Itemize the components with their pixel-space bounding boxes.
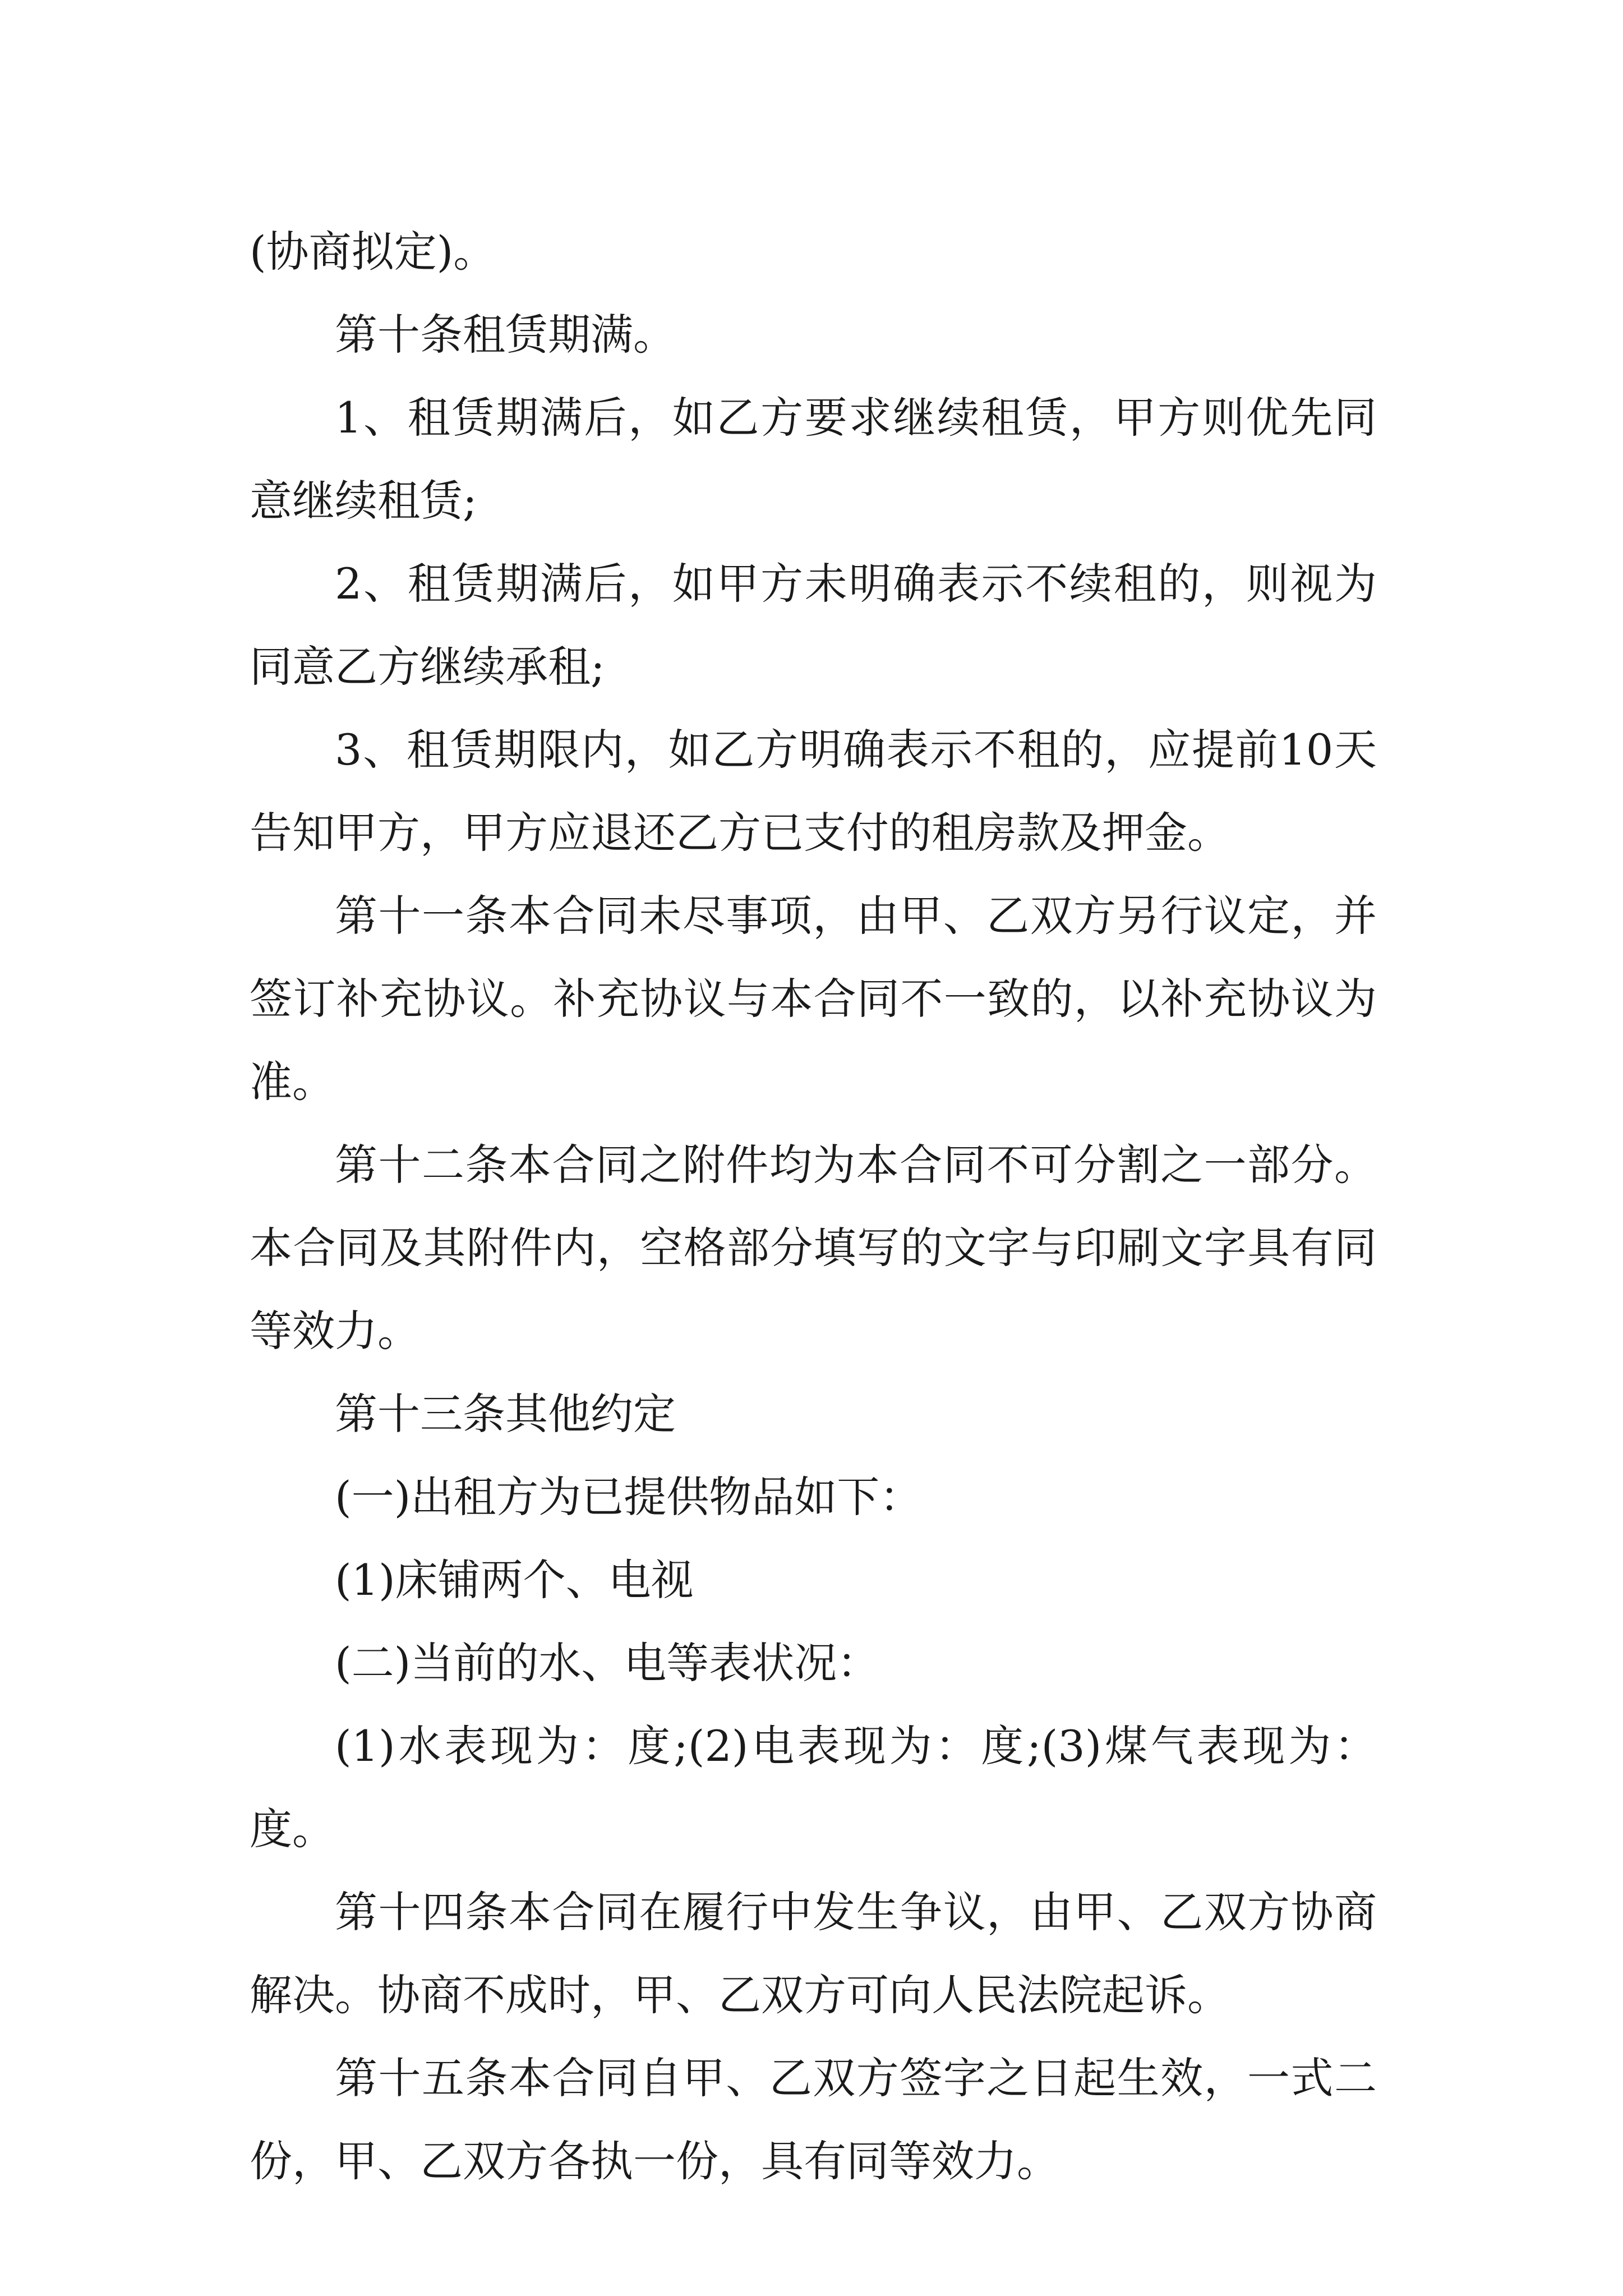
article-10-item-1: 1、租赁期满后，如乙方要求继续租赁，甲方则优先同意继续租赁;	[250, 393, 1377, 526]
article-10-heading: 第十条租赁期满。	[335, 310, 676, 360]
article-13-section-2: (二)当前的水、电等表状况：	[335, 1638, 880, 1688]
article-12: 第十二条本合同之附件均为本合同不可分割之一部分。本合同及其附件内，空格部分填写的文字与印刷文字具有同等效力。	[250, 1140, 1377, 1356]
article-11: 第十一条本合同未尽事项，由甲、乙双方另行议定，并签订补充协议。补充协议与本合同不一致的，以补充协议为准。	[250, 891, 1377, 1107]
paragraph-negotiated-note: (协商拟定)。	[250, 227, 496, 277]
article-13-section-2-items: (1)水表现为：度;(2)电表现为：度;(3)煤气表现为：度。	[250, 1721, 1377, 1854]
article-14: 第十四条本合同在履行中发生争议，由甲、乙双方协商解决。协商不成时，甲、乙双方可向人民法院起诉。	[250, 1887, 1377, 2020]
document-body	[250, 210, 1377, 2203]
article-10-item-2: 2、租赁期满后，如甲方未明确表示不续租的，则视为同意乙方继续承租;	[250, 559, 1377, 692]
article-13-section-1-item: (1)床铺两个、电视	[335, 1555, 694, 1605]
article-13-section-1: (一)出租方为已提供物品如下：	[335, 1472, 923, 1522]
article-10-item-3: 3、租赁期限内，如乙方明确表示不租的，应提前10天告知甲方，甲方应退还乙方已支付的租房款及押金。	[250, 725, 1377, 858]
article-15: 第十五条本合同自甲、乙双方签字之日起生效，一式二份，甲、乙双方各执一份，具有同等效力。	[250, 2053, 1377, 2186]
article-13-heading: 第十三条其他约定	[335, 1389, 676, 1439]
